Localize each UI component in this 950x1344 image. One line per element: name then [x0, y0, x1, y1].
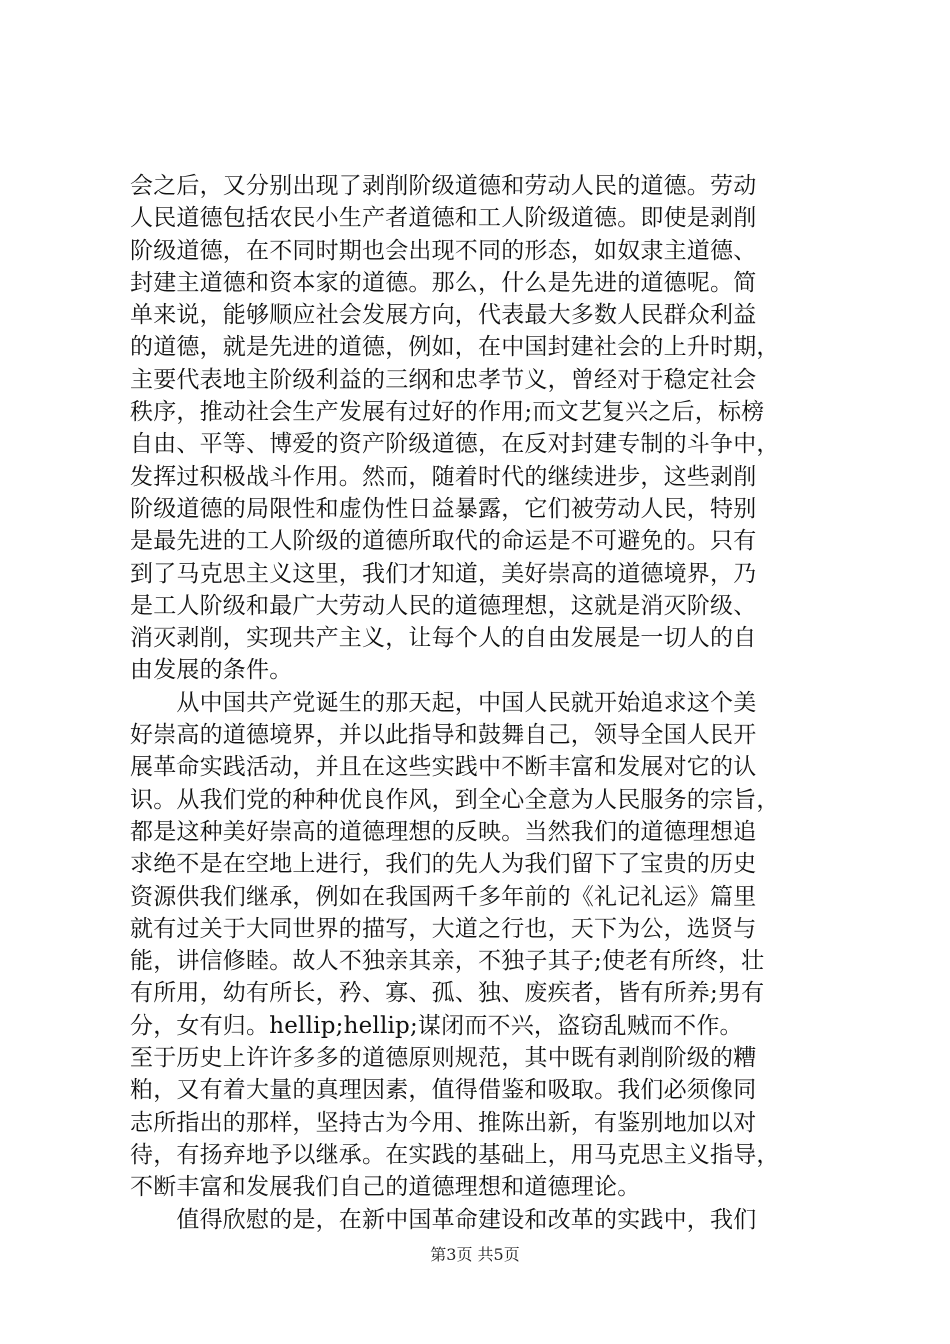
- text-line: 秩序，推动社会生产发展有过好的作用;而文艺复兴之后，标榜: [130, 399, 765, 426]
- text-line: 是最先进的工人阶级的道德所取代的命运是不可避免的。只有: [130, 528, 757, 555]
- text-line: 求绝不是在空地上进行，我们的先人为我们留下了宝贵的历史: [130, 851, 757, 878]
- text-line: 阶级道德，在不同时期也会出现不同的形态，如奴隶主道德、: [130, 237, 757, 264]
- text-line: 从中国共产党诞生的那天起，中国人民就开始追求这个美: [130, 689, 757, 716]
- text-line: 值得欣慰的是，在新中国革命建设和改革的实践中，我们: [130, 1206, 757, 1233]
- text-line: 资源供我们继承，例如在我国两千多年前的《礼记礼运》篇里: [130, 883, 757, 910]
- text-line: 阶级道德的局限性和虚伪性日益暴露，它们被劳动人民，特别: [130, 495, 757, 522]
- text-line: 到了马克思主义这里，我们才知道，美好崇高的道德境界，乃: [130, 560, 757, 587]
- text-line: 消灭剥削，实现共产主义，让每个人的自由发展是一切人的自: [130, 625, 757, 652]
- text-line: 至于历史上许许多多的道德原则规范，其中既有剥削阶级的糟: [130, 1045, 757, 1072]
- body-text: [130, 170, 830, 1236]
- text-line: 封建主道德和资本家的道德。那么，什么是先进的道德呢。简: [130, 269, 757, 296]
- text-line: 不断丰富和发展我们自己的道德理想和道德理论。: [130, 1174, 641, 1201]
- text-line: 是工人阶级和最广大劳动人民的道德理想，这就是消灭阶级、: [130, 592, 757, 619]
- text-line: 就有过关于大同世界的描写，大道之行也，天下为公，选贤与: [130, 915, 757, 942]
- text-line: 的道德，就是先进的道德，例如，在中国封建社会的上升时期，: [130, 334, 780, 361]
- text-line: 单来说，能够顺应社会发展方向，代表最大多数人民群众利益: [130, 302, 757, 329]
- text-line: 粕，又有着大量的真理因素，值得借鉴和吸取。我们必须像同: [130, 1077, 757, 1104]
- text-line: 志所指出的那样，坚持古为今用、推陈出新，有鉴别地加以对: [130, 1109, 757, 1136]
- text-line: 人民道德包括农民小生产者道德和工人阶级道德。即使是剥削: [130, 205, 757, 232]
- text-line: 待，有扬弃地予以继承。在实践的基础上，用马克思主义指导，: [130, 1141, 780, 1168]
- text-line: 有所用，幼有所长，矜、寡、孤、独、废疾者，皆有所养;男有: [130, 980, 765, 1007]
- text-line: 由发展的条件。: [130, 657, 293, 684]
- text-line: 好崇高的道德境界，并以此指导和鼓舞自己，领导全国人民开: [130, 722, 757, 749]
- text-line: 识。从我们党的种种优良作风，到全心全意为人民服务的宗旨，: [130, 786, 780, 813]
- text-line: 发挥过积极战斗作用。然而，随着时代的继续进步，这些剥削: [130, 463, 757, 490]
- text-line: 都是这种美好崇高的道德理想的反映。当然我们的道德理想追: [130, 818, 757, 845]
- text-line: 主要代表地主阶级利益的三纲和忠孝节义，曾经对于稳定社会: [130, 366, 757, 393]
- text-line: 会之后，又分别出现了剥削阶级道德和劳动人民的道德。劳动: [130, 173, 757, 199]
- text-line: 分，女有归。hellip;hellip;谋闭而不兴，盗窃乱贼而不作。: [130, 1012, 743, 1039]
- page-footer: 第3页 共5页: [430, 1245, 520, 1264]
- text-line: 自由、平等、博爱的资产阶级道德，在反对封建专制的斗争中，: [130, 431, 780, 458]
- text-line: 能，讲信修睦。故人不独亲其亲，不独子其子;使老有所终，壮: [130, 948, 765, 975]
- text-line: 展革命实践活动，并且在这些实践中不断丰富和发展对它的认: [130, 754, 757, 781]
